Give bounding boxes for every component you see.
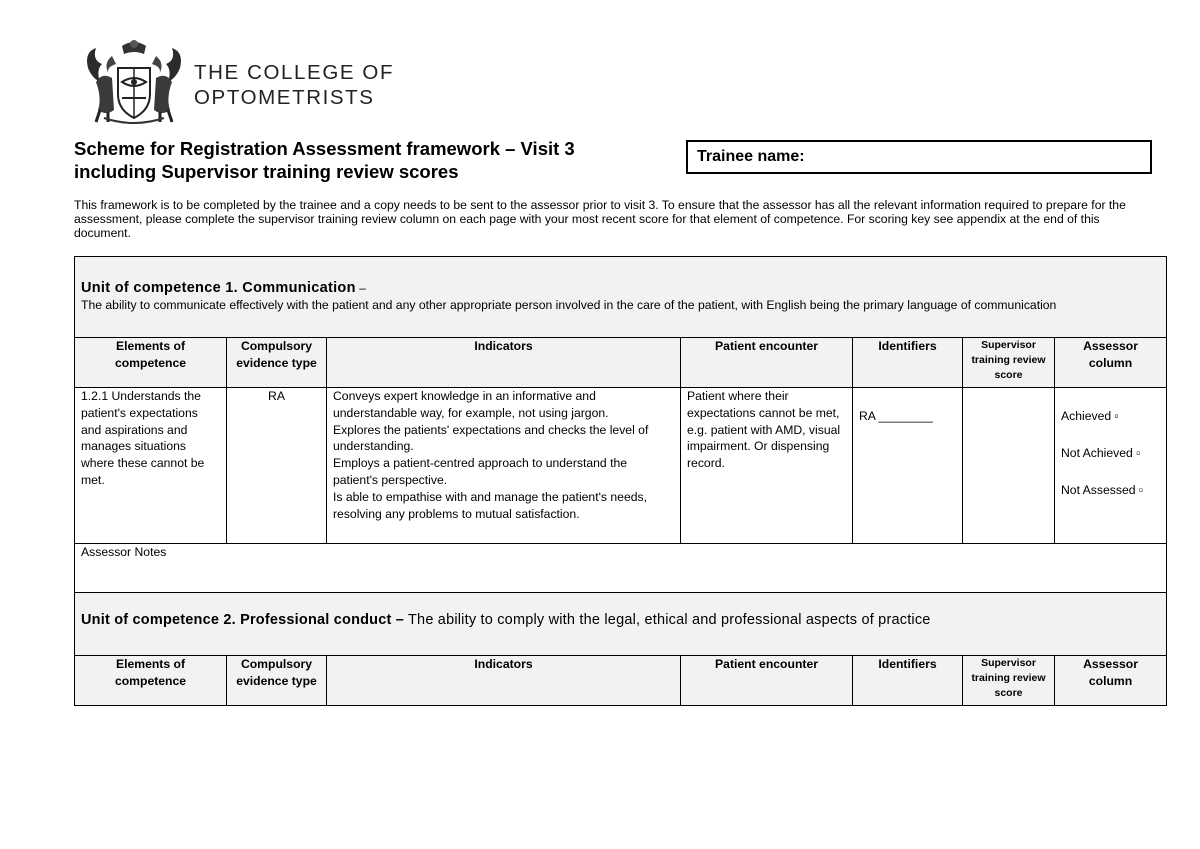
col-assessor: Assessor column [1055, 656, 1167, 706]
col-evidence: Compulsory evidence type [227, 656, 327, 706]
column-header-row-2 [75, 656, 1167, 706]
logo-text [194, 60, 394, 110]
col-indicators: Indicators [327, 338, 681, 388]
encounter-cell: Patient where their expectations cannot be met, e.g. patient with AMD, visual impairment. Or dispensing record. [681, 388, 853, 544]
col-evidence: Compulsory evidence type [227, 338, 327, 388]
logo-line-1: THE COLLEGE OF [194, 61, 395, 84]
unit-2-description: The ability to comply with the legal, ethical and professional aspects of practice [404, 612, 931, 628]
col-assessor: Assessor column [1055, 338, 1167, 388]
evidence-cell: RA [227, 388, 327, 544]
not-achieved-checkbox[interactable]: Not Achieved ▫ [1061, 445, 1141, 460]
page-title: Scheme for Registration Assessment framework – Visit 3 including Supervisor training review scores [74, 138, 575, 182]
identifiers-cell[interactable] [853, 388, 963, 544]
assessor-notes-label: Assessor Notes [81, 545, 167, 559]
col-elements: Elements of competence [75, 656, 227, 706]
indicator-item: Explores the patients' expectations and checks the level of understanding. [333, 422, 649, 454]
identifiers-value: RA ________ [859, 409, 933, 423]
col-identifiers: Identifiers [853, 338, 963, 388]
indicator-item: Is able to empathise with and manage the patient's needs, resolving any problems to mutual satisfaction. [333, 489, 647, 521]
coat-of-arms-icon [82, 38, 186, 124]
assessor-notes-field[interactable] [75, 544, 1167, 593]
trainee-name-field[interactable] [686, 140, 1152, 174]
competence-table [74, 256, 1167, 706]
col-supervisor: Supervisor training review score [963, 338, 1055, 388]
supervisor-score-cell[interactable] [963, 388, 1055, 544]
col-identifiers: Identifiers [853, 656, 963, 706]
col-encounter: Patient encounter [681, 656, 853, 706]
col-supervisor: Supervisor training review score [963, 656, 1055, 706]
unit-1-header [75, 257, 1167, 338]
achieved-checkbox[interactable]: Achieved ▫ [1061, 409, 1119, 423]
unit-1-row [75, 257, 1167, 338]
unit-2-row [75, 593, 1167, 656]
indicators-cell [327, 388, 681, 544]
unit-2-title: Unit of competence 2. Professional conduct – [81, 612, 405, 628]
col-encounter: Patient encounter [681, 338, 853, 388]
notes-row [75, 544, 1167, 593]
college-logo [82, 38, 412, 124]
intro-paragraph: This framework is to be completed by the trainee and a copy needs to be sent to the assessor prior to visit 3. To ensure that the assessor has all the relevant information required to prepare for the assessment, please complete the supervisor training review column on each page with your most recent score for that element of competence. For scoring key see appendix at the end of this document. [74, 198, 1126, 240]
col-indicators: Indicators [327, 656, 681, 706]
table-row [75, 388, 1167, 544]
trainee-name-label: Trainee name: [697, 148, 805, 165]
not-assessed-checkbox[interactable]: Not Assessed ▫ [1061, 482, 1144, 497]
indicator-item: Employs a patient-centred approach to understand the patient's perspective. [333, 456, 628, 487]
unit-1-dash: – [355, 281, 366, 295]
assessor-cell [1055, 388, 1167, 544]
col-elements: Elements of competence [75, 338, 227, 388]
logo-line-2: OPTOMETRISTS [194, 86, 375, 109]
indicator-item: Conveys expert knowledge in an informative and understandable way, for example, not using jargon. [333, 389, 609, 420]
column-header-row [75, 338, 1167, 388]
element-cell: 1.2.1 Understands the patient's expectations and aspirations and manages situations where these cannot be met. [75, 388, 227, 544]
unit-2-header [75, 593, 1167, 656]
unit-1-title: Unit of competence 1. Communication [81, 280, 356, 296]
unit-1-description: The ability to communicate effectively with the patient and any other appropriate person involved in the care of the patient, with English being the primary language of communication [81, 297, 1057, 312]
